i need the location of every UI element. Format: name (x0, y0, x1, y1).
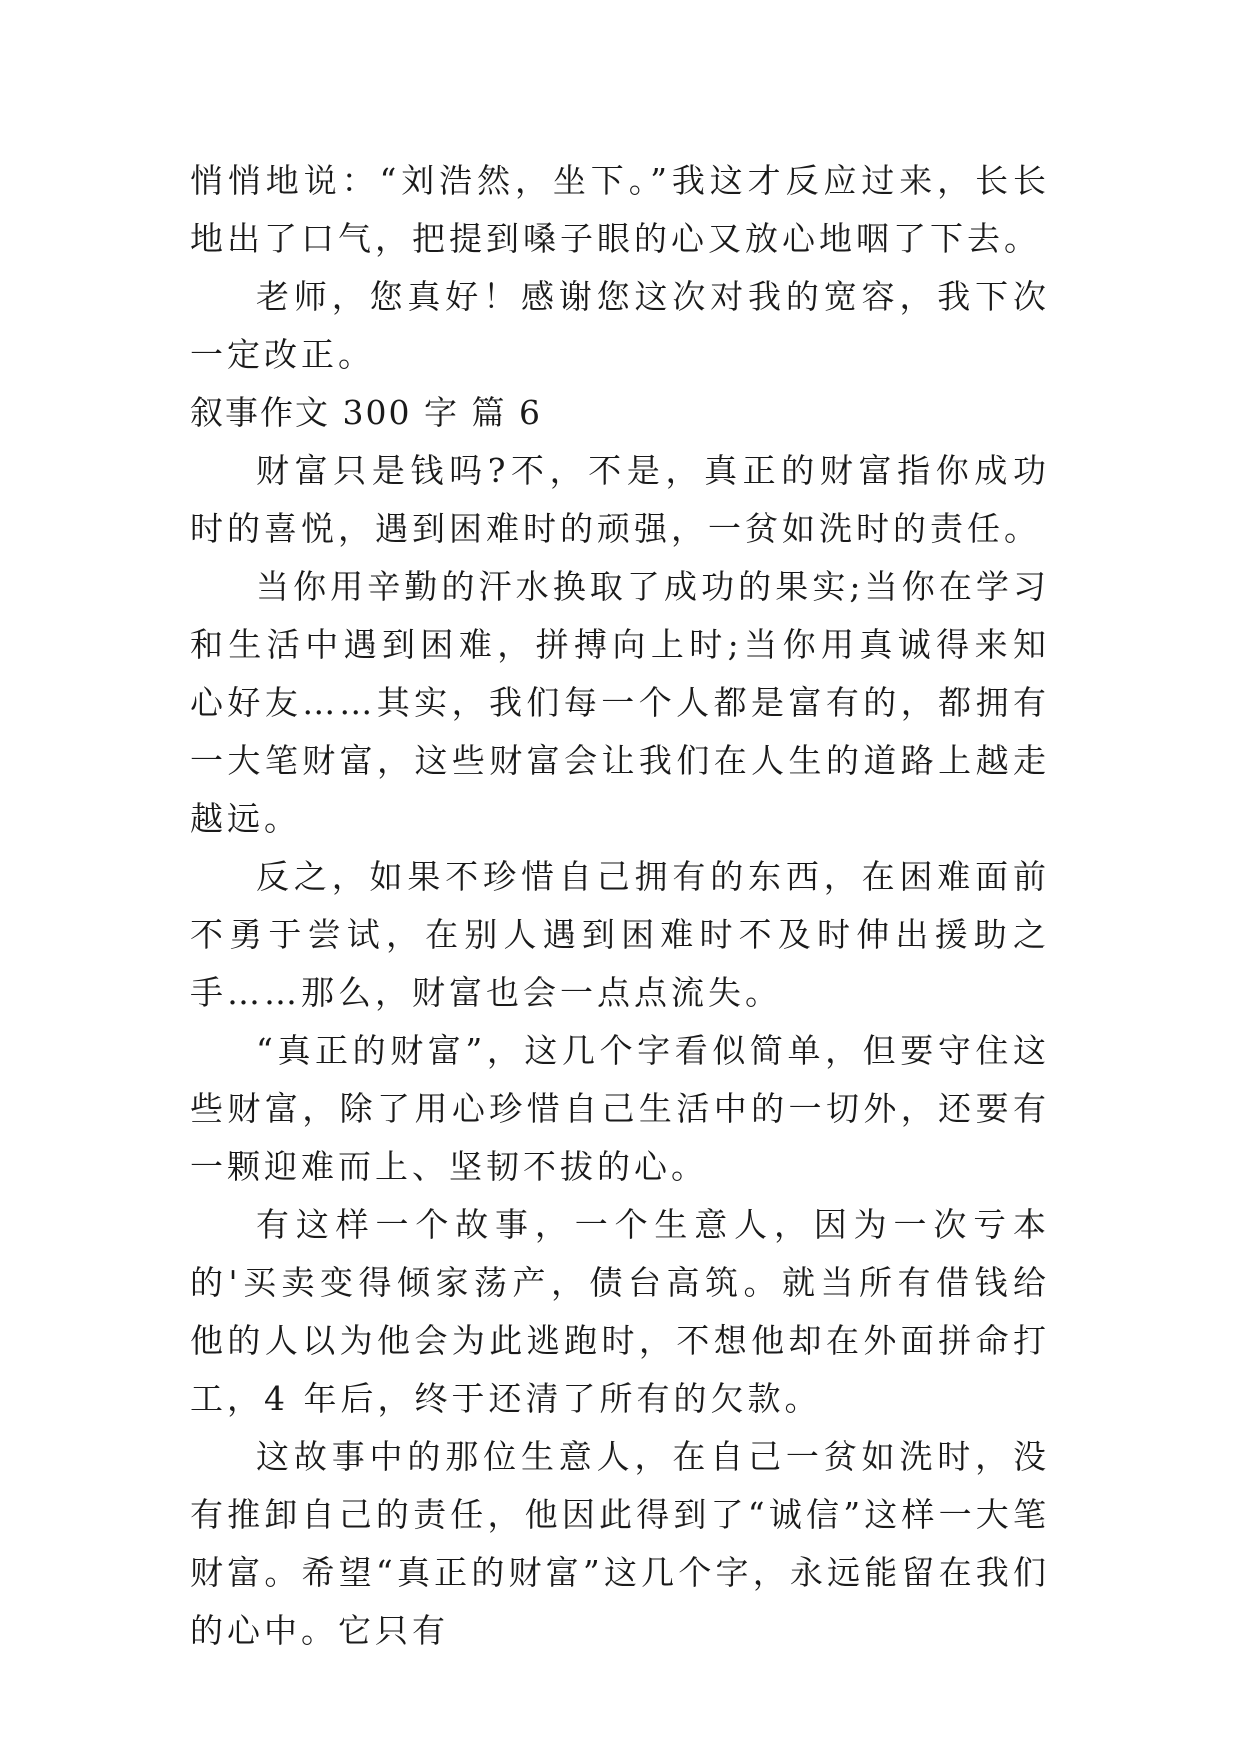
paragraph-continuation: 悄悄地说：“刘浩然，坐下。”我这才反应过来，长长地出了口气，把提到嗓子眼的心又放心地咽了下去。 (190, 161, 1050, 258)
paragraph: “真正的财富”，这几个字看似简单，但要守住这些财富，除了用心珍惜自己生活中的一切外，还要有一颗迎难而上、坚韧不拔的心。 (190, 1031, 1050, 1186)
paragraph: 反之，如果不珍惜自己拥有的东西，在困难面前不勇于尝试，在别人遇到困难时不及时伸出援助之手……那么，财富也会一点点流失。 (190, 857, 1050, 1012)
paragraph: 当你用辛勤的汗水换取了成功的果实;当你在学习和生活中遇到困难，拼搏向上时;当你用真诚得来知心好友……其实，我们每一个人都是富有的，都拥有一大笔财富，这些财富会让我们在人生的道路上越走越远。 (190, 567, 1050, 838)
paragraph: 财富只是钱吗?不，不是，真正的财富指你成功时的喜悦，遇到困难时的顽强，一贫如洗时的责任。 (190, 451, 1050, 548)
section-heading: 叙事作文 300 字 篇 6 (190, 393, 542, 432)
article-body (190, 152, 1050, 1660)
paragraph: 老师，您真好！感谢您这次对我的宽容，我下次一定改正。 (190, 277, 1050, 374)
paragraph: 这故事中的那位生意人，在自己一贫如洗时，没有推卸自己的责任，他因此得到了“诚信”这样一大笔财富。希望“真正的财富”这几个字，永远能留在我们的心中。它只有 (190, 1437, 1050, 1650)
paragraph: 有这样一个故事，一个生意人，因为一次亏本的'买卖变得倾家荡产，债台高筑。就当所有借钱给他的人以为他会为此逃跑时，不想他却在外面拼命打工，4 年后，终于还清了所有的欠款。 (190, 1205, 1050, 1418)
